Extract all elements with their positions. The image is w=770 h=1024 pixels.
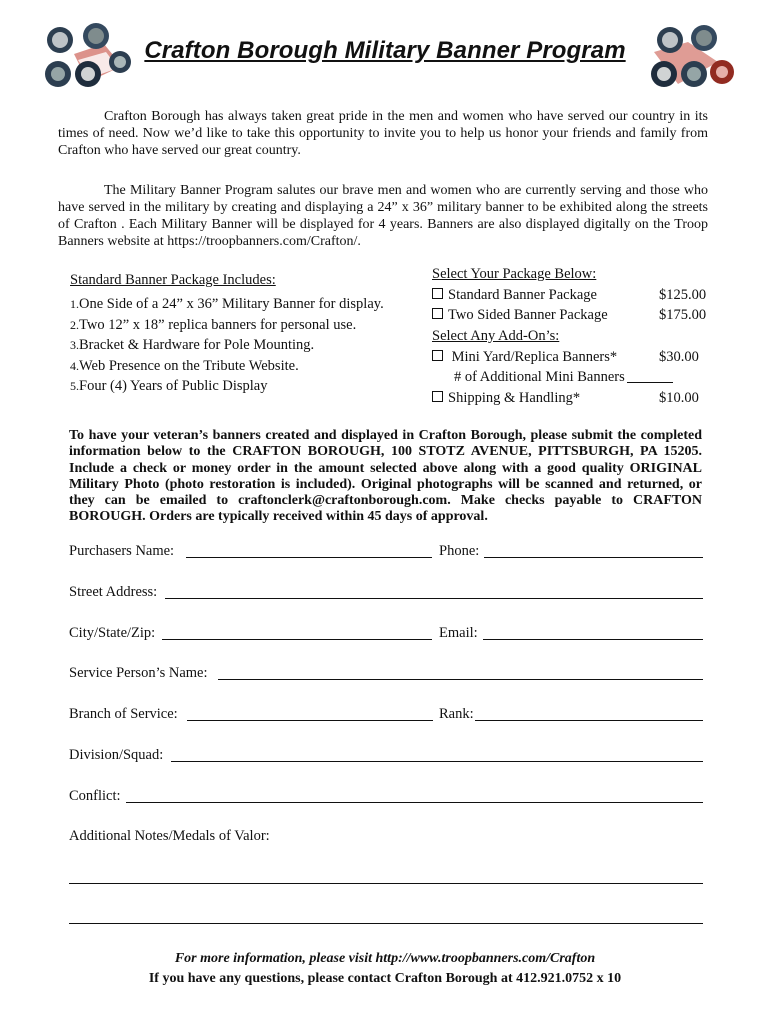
list-item: 1.One Side of a 24” x 36” Military Banner for display. xyxy=(70,296,384,312)
street-address-field[interactable] xyxy=(165,598,703,599)
shipping-price: $10.00 xyxy=(659,390,699,407)
standard-package-price: $125.00 xyxy=(659,286,707,303)
phone-label: Phone: xyxy=(439,543,480,559)
service-person-field[interactable] xyxy=(218,679,703,680)
rank-field[interactable] xyxy=(475,720,703,721)
rank-label: Rank: xyxy=(439,706,474,722)
intro-paragraph-2 xyxy=(58,182,708,250)
mini-banner-option[interactable] xyxy=(432,347,722,368)
list-item: 5.Four (4) Years of Public Display xyxy=(70,378,268,394)
branch-field[interactable] xyxy=(187,720,433,721)
two-sided-package-label: Two Sided Banner Package xyxy=(448,307,608,324)
standard-package-list xyxy=(70,294,384,397)
intro-text-2: The Military Banner Program salutes our brave men and women who are currently serving and those who have served in the military by creating and displaying a 24” x 36” military banner to be exhibited along the streets of Crafton . Each Military Banner will be displayed for 4 years. Banners are also displayed digitally on the Troop Banners website at https://troopbanners.com/Crafton/. xyxy=(58,183,708,249)
purchaser-label: Purchasers Name: xyxy=(69,543,175,559)
list-item: 2.Two 12” x 18” replica banners for personal use. xyxy=(70,316,357,333)
two-sided-package-price: $175.00 xyxy=(659,307,707,324)
conflict-field[interactable] xyxy=(126,802,703,803)
addons-heading: Select Any Add-On’s: xyxy=(432,328,560,345)
mini-banner-checkbox[interactable] xyxy=(432,350,443,361)
footer-info: For more information, please visit http://www.troopbanners.com/Crafton xyxy=(174,951,596,966)
email-label: Email: xyxy=(439,625,478,641)
service-person-label: Service Person’s Name: xyxy=(69,665,208,681)
mini-banner-label: Mini Yard/Replica Banners* xyxy=(448,348,618,365)
city-label: City/State/Zip: xyxy=(69,625,156,641)
standard-package-option[interactable] xyxy=(432,285,722,306)
additional-mini-input[interactable] xyxy=(627,370,673,383)
street-label: Street Address: xyxy=(69,584,158,600)
standard-package-checkbox[interactable] xyxy=(432,288,443,299)
notes-line-2[interactable] xyxy=(69,923,703,924)
division-field[interactable] xyxy=(171,761,703,762)
mini-banner-price: $30.00 xyxy=(659,348,699,365)
shipping-label: Shipping & Handling* xyxy=(448,390,581,407)
additional-mini-banners xyxy=(432,367,722,388)
intro-text-1: Crafton Borough has always taken great pride in the men and women who have served our country in its times of need. Now we’d like to take this opportunity to invite you to help us honor your friends and family from Crafton who have served our great country. xyxy=(58,109,708,158)
notes-label: Additional Notes/Medals of Valor: xyxy=(69,828,270,844)
branch-label: Branch of Service: xyxy=(69,706,178,722)
package-selection xyxy=(432,264,722,409)
intro-paragraph-1 xyxy=(58,108,708,159)
two-sided-package-option[interactable] xyxy=(432,305,722,326)
standard-package-label: Standard Banner Package xyxy=(448,286,597,303)
additional-mini-label: # of Additional Mini Banners xyxy=(454,369,625,386)
email-field[interactable] xyxy=(483,639,703,640)
conflict-label: Conflict: xyxy=(69,788,121,804)
package-heading: Select Your Package Below: xyxy=(432,266,597,282)
footer-contact: If you have any questions, please contact Crafton Borough at 412.921.0752 x 10 xyxy=(148,971,622,986)
division-label: Division/Squad: xyxy=(69,747,164,763)
purchaser-name-field[interactable] xyxy=(186,557,432,558)
two-sided-package-checkbox[interactable] xyxy=(432,308,443,319)
list-item: 4.Web Presence on the Tribute Website. xyxy=(70,357,299,374)
phone-field[interactable] xyxy=(484,557,703,558)
shipping-option[interactable] xyxy=(432,388,722,409)
submission-instructions: To have your veteran’s banners created and displayed in Crafton Borough, please submit the completed information below to the CRAFTON BOROUGH, 100 STOTZ AVENUE, PITTSBURGH, PA 15205. Include a check or money order in the amount selected above along with a good quality ORIGINAL Military Photo (photo restoration is included). Original photographs will be scanned and returned, or they can be emailed to craftonclerk@craftonborough.com. Make checks payable to CRAFTON BOROUGH. Orders are typically received within 45 days of approval. xyxy=(69,428,702,525)
city-state-zip-field[interactable] xyxy=(162,639,432,640)
notes-line-1[interactable] xyxy=(69,883,703,884)
shipping-checkbox[interactable] xyxy=(432,391,443,402)
standard-package-heading: Standard Banner Package Includes: xyxy=(70,272,276,288)
page-title: Crafton Borough Military Banner Program xyxy=(144,37,626,64)
list-item: 3.Bracket & Hardware for Pole Mounting. xyxy=(70,337,315,353)
